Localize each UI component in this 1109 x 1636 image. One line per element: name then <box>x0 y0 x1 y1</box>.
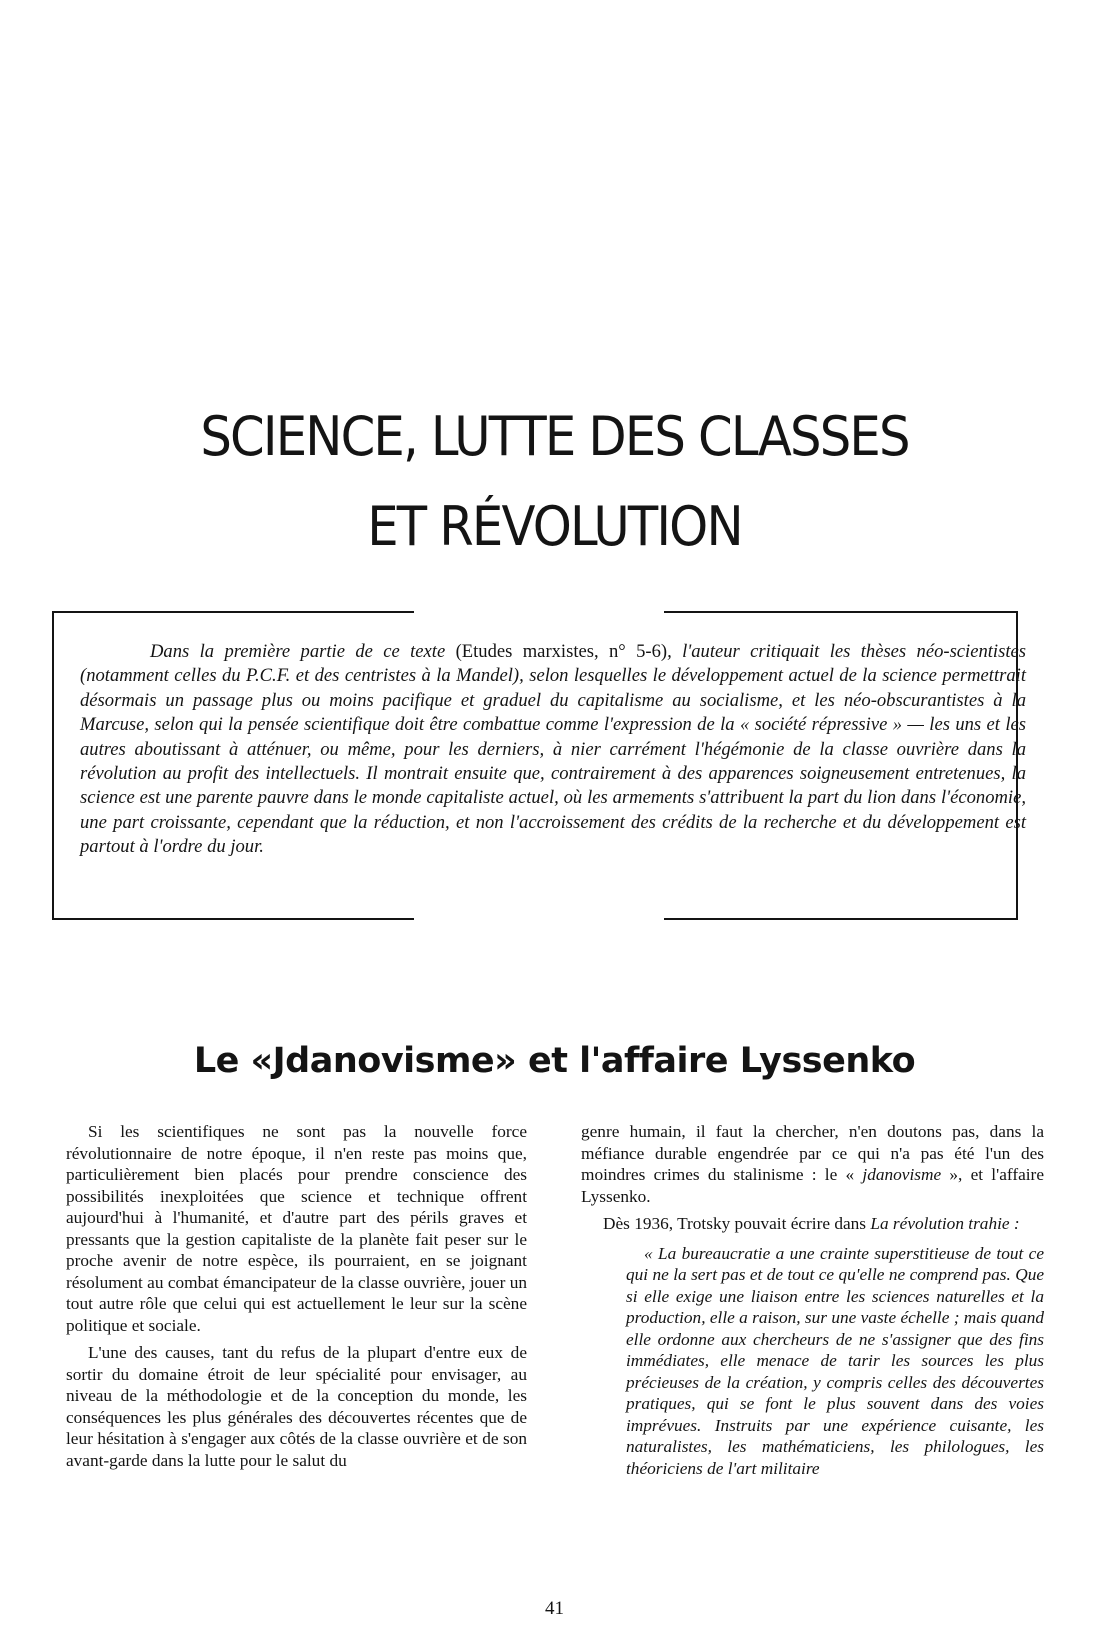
right-p1-text-b: », et l'affaire Lyssenko. <box>581 1165 1044 1206</box>
abstract-frame-top-right <box>664 611 1018 613</box>
right-p2-italic: La révolution trahie : <box>870 1214 1020 1233</box>
title-line-1: SCIENCE, LUTTE DES CLASSES <box>200 405 909 468</box>
title-line-2: ET RÉVOLUTION <box>367 495 742 558</box>
abstract-frame-left <box>52 611 54 920</box>
abstract-frame-bottom-left <box>52 918 414 920</box>
abstract-frame-bottom-right <box>664 918 1018 920</box>
trotsky-quote: « La bureaucratie a une crainte superstitieuse de tout ce qui ne la sert pas et de tout ce qu'elle ne comprend pas. Que si elle exige une liaison entre les sciences naturelles et la production, elle a raison, sur une vaste échelle ; mais quand elle ordonne aux chercheurs de ne s'assigner que des fins immédiates, elle menace de tarir les sources les plus précieuses de la création, y compris celles des découvertes pratiques, qui se font le plus souvent dans des voies imprévues. Instruits par une expérience cuisante, les naturalistes, les mathématiciens, les philologues, les théoriciens de l'art militaire <box>626 1243 1044 1478</box>
abstract-frame-top-left <box>52 611 414 613</box>
right-paragraph-1 <box>581 1121 1044 1207</box>
page-number: 41 <box>545 1598 564 1619</box>
abstract-reference: (Etudes marxistes, n° 5-6) <box>455 641 668 662</box>
left-paragraph-2: L'une des causes, tant du refus de la plupart d'entre eux de sortir du domaine étroit de leur spécialité pour envisager, au niveau de la méthodologie et de la conception du monde, les conséquences les plus générales des découvertes récentes que de leur hésitation à s'engager aux côtés de la classe ouvrière et de son avant-garde dans la lutte pour le salut du <box>66 1343 527 1470</box>
right-column <box>581 1121 1044 1479</box>
abstract-text-1: Dans la première partie de ce texte <box>150 641 456 662</box>
right-p1-text-a: genre humain, il faut la chercher, n'en doutons pas, dans la méfiance durable engendrée par ce qui n'a pas été l'un des moindres crimes du stalinisme : le « <box>581 1122 1044 1184</box>
left-paragraph-1: Si les scientifiques ne sont pas la nouvelle force révolutionnaire de notre époque, il n'en reste pas moins que, particulièrement bien placés pour prendre conscience des possibilités inexploitées que science et technique offrent aujourd'hui à l'humanité, et d'autre part des périls graves et pressants que la gestion capitaliste de la planète fait peser sur le proche avenir de notre espèce, ils pourraient, en se joignant résolument au combat émancipateur de la classe ouvrière, jouer un tout autre rôle que celui qui est actuellement le leur sur la scène politique et sociale. <box>66 1122 527 1335</box>
abstract <box>80 640 1026 860</box>
section-heading: Le «Jdanovisme» et l'affaire Lyssenko <box>193 1041 916 1081</box>
right-p1-italic: jdanovisme <box>862 1165 942 1184</box>
left-column <box>66 1121 527 1477</box>
abstract-paragraph <box>80 640 1026 860</box>
right-paragraph-2 <box>581 1213 1044 1235</box>
abstract-text-2: , l'auteur critiquait les thèses néo-scientistes (notamment celles du P.C.F. et des centristes à la Mandel), selon lesquelles le développement actuel de la science permettrait désormais un passage plus ou moins pacifique et graduel du capitalisme au socialisme, et les néo-obscurantistes à la Marcuse, selon qui la pensée scientifique doit être combattue comme l'expression de la « société répressive » — les uns et les autres aboutissant à atténuer, ou même, pour les derniers, à nier carrément l'hégémonie de la classe ouvrière dans la révolution au profit des intellectuels. Il montrait ensuite que, contrairement à des apparences soigneusement entretenues, la science est une parente pauvre dans le monde capitaliste actuel, où les armements s'attribuent la part du lion dans l'économie, une part croissante, cependant que la réduction, et non l'accroissement des crédits de la recherche et du développement est partout à l'ordre du jour. <box>80 641 1026 858</box>
right-p2-text: Dès 1936, Trotsky pouvait écrire dans <box>603 1214 871 1233</box>
